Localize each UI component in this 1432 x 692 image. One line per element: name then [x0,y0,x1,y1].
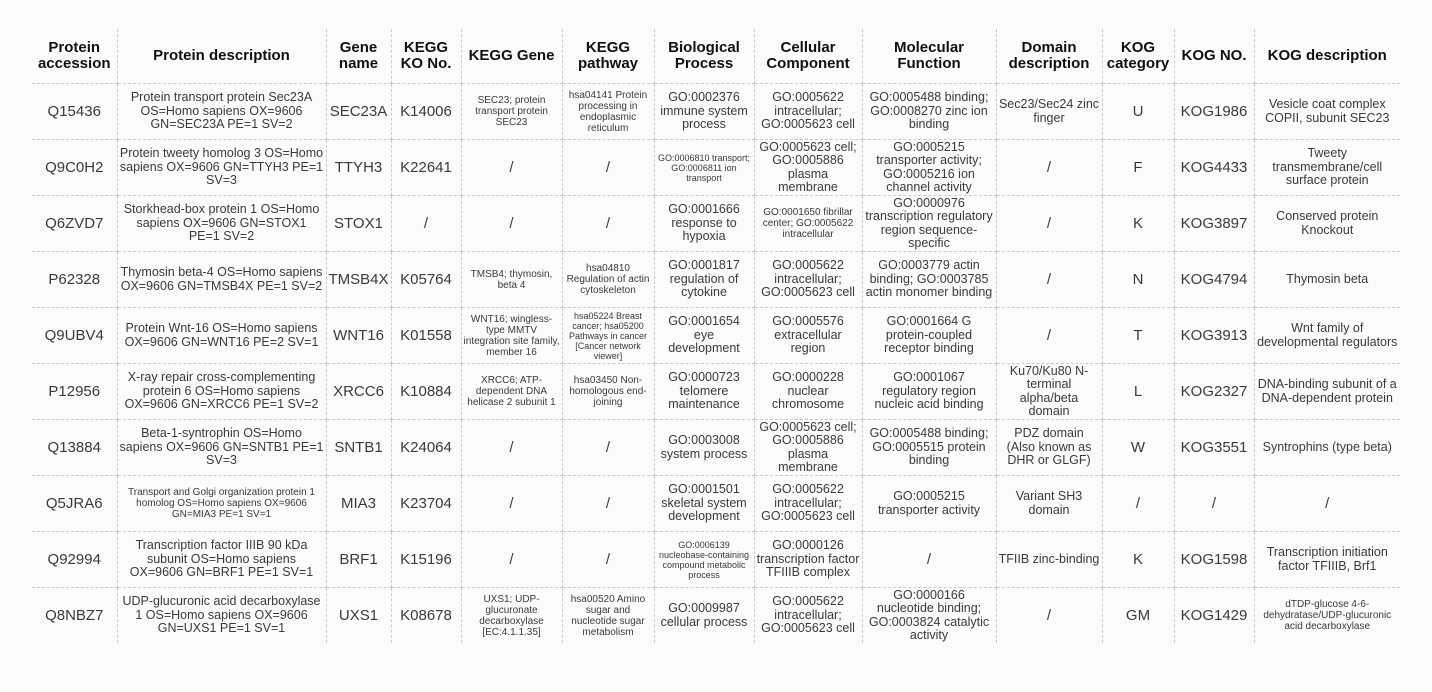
cell-domain-description: / [996,196,1102,252]
cell-biological-process: GO:0009987 cellular process [654,588,754,644]
cell-domain-description: Sec23/Sec24 zinc finger [996,84,1102,140]
cell-kog-no: KOG1986 [1174,84,1254,140]
cell-molecular-function: GO:0005215 transporter activity; GO:0005216 ion channel activity [862,140,996,196]
cell-protein-description: Transcription factor IIIB 90 kDa subunit OS=Homo sapiens OX=9606 GN=BRF1 PE=1 SV=1 [117,532,326,588]
cell-molecular-function: GO:0001067 regulatory region nucleic acid binding [862,364,996,420]
cell-gene-name: XRCC6 [326,364,391,420]
header-kog-description: KOG description [1254,29,1400,84]
header-kegg-pathway: KEGG pathway [562,29,654,84]
cell-biological-process: GO:0001501 skeletal system development [654,476,754,532]
header-cellular-component: Cellular Component [754,29,862,84]
table-row [32,588,1400,644]
header-kegg-ko-no: KEGG KO No. [391,29,461,84]
cell-accession: P62328 [32,252,117,308]
cell-cellular-component: GO:0005622 intracellular; GO:0005623 cell [754,84,862,140]
cell-kegg-gene: / [461,140,562,196]
table-row [32,196,1400,252]
cell-biological-process: GO:0003008 system process [654,420,754,476]
table-row [32,420,1400,476]
cell-biological-process: GO:0002376 immune system process [654,84,754,140]
cell-gene-name: WNT16 [326,308,391,364]
cell-kog-description: DNA-binding subunit of a DNA-dependent protein [1254,364,1400,420]
cell-domain-description: / [996,588,1102,644]
cell-molecular-function: GO:0000166 nucleotide binding; GO:0003824 catalytic activity [862,588,996,644]
cell-protein-description: Thymosin beta-4 OS=Homo sapiens OX=9606 GN=TMSB4X PE=1 SV=2 [117,252,326,308]
cell-gene-name: MIA3 [326,476,391,532]
cell-kog-no: KOG2327 [1174,364,1254,420]
cell-cellular-component: GO:0005622 intracellular; GO:0005623 cell [754,588,862,644]
cell-protein-description: Beta-1-syntrophin OS=Homo sapiens OX=9606 GN=SNTB1 PE=1 SV=3 [117,420,326,476]
cell-kegg-pathway: hsa04810 Regulation of actin cytoskeleton [562,252,654,308]
cell-kog-description: Syntrophins (type beta) [1254,420,1400,476]
cell-gene-name: TMSB4X [326,252,391,308]
cell-biological-process: GO:0001666 response to hypoxia [654,196,754,252]
cell-kegg-ko: K22641 [391,140,461,196]
cell-kegg-ko: K24064 [391,420,461,476]
cell-protein-description: Transport and Golgi organization protein 1 homolog OS=Homo sapiens OX=9606 GN=MIA3 PE=1 SV=1 [117,476,326,532]
cell-kegg-ko: / [391,196,461,252]
cell-kegg-gene: WNT16; wingless-type MMTV integration site family, member 16 [461,308,562,364]
cell-cellular-component: GO:0001650 fibrillar center; GO:0005622 intracellular [754,196,862,252]
cell-kog-no: / [1174,476,1254,532]
header-protein-accession: Protein accession [32,29,117,84]
cell-kog-no: KOG3897 [1174,196,1254,252]
cell-domain-description: PDZ domain (Also known as DHR or GLGF) [996,420,1102,476]
cell-accession: Q9C0H2 [32,140,117,196]
cell-cellular-component: GO:0000126 transcription factor TFIIIB complex [754,532,862,588]
cell-domain-description: Variant SH3 domain [996,476,1102,532]
cell-biological-process: GO:0001654 eye development [654,308,754,364]
cell-cellular-component: GO:0005576 extracellular region [754,308,862,364]
cell-protein-description: UDP-glucuronic acid decarboxylase 1 OS=Homo sapiens OX=9606 GN=UXS1 PE=1 SV=1 [117,588,326,644]
cell-molecular-function: / [862,532,996,588]
cell-kog-category: N [1102,252,1174,308]
cell-gene-name: SNTB1 [326,420,391,476]
cell-kegg-gene: / [461,420,562,476]
cell-domain-description: / [996,252,1102,308]
cell-protein-description: Storkhead-box protein 1 OS=Homo sapiens OX=9606 GN=STOX1 PE=1 SV=2 [117,196,326,252]
cell-gene-name: STOX1 [326,196,391,252]
cell-kegg-pathway: hsa00520 Amino sugar and nucleotide sugar metabolism [562,588,654,644]
cell-molecular-function: GO:0005215 transporter activity [862,476,996,532]
cell-cellular-component: GO:0005622 intracellular; GO:0005623 cell [754,252,862,308]
cell-biological-process: GO:0006810 transport; GO:0006811 ion transport [654,140,754,196]
cell-kegg-ko: K15196 [391,532,461,588]
cell-domain-description: TFIIB zinc-binding [996,532,1102,588]
cell-molecular-function: GO:0005488 binding; GO:0008270 zinc ion binding [862,84,996,140]
header-domain-description: Domain description [996,29,1102,84]
cell-cellular-component: GO:0000228 nuclear chromosome [754,364,862,420]
cell-biological-process: GO:0006139 nucleobase-containing compound metabolic process [654,532,754,588]
header-biological-process: Biological Process [654,29,754,84]
cell-kog-description: Conserved protein Knockout [1254,196,1400,252]
cell-cellular-component: GO:0005623 cell; GO:0005886 plasma membrane [754,140,862,196]
cell-cellular-component: GO:0005623 cell; GO:0005886 plasma membrane [754,420,862,476]
cell-kegg-pathway: / [562,420,654,476]
cell-molecular-function: GO:0005488 binding; GO:0005515 protein binding [862,420,996,476]
header-protein-description: Protein description [117,29,326,84]
cell-kegg-pathway: / [562,476,654,532]
table-row [32,140,1400,196]
cell-kegg-gene: TMSB4; thymosin, beta 4 [461,252,562,308]
cell-kog-category: W [1102,420,1174,476]
cell-domain-description: Ku70/Ku80 N-terminal alpha/beta domain [996,364,1102,420]
header-molecular-function: Molecular Function [862,29,996,84]
cell-domain-description: / [996,140,1102,196]
cell-kog-description: dTDP-glucose 4-6-dehydratase/UDP-glucuronic acid decarboxylase [1254,588,1400,644]
cell-kegg-ko: K10884 [391,364,461,420]
cell-kog-no: KOG1429 [1174,588,1254,644]
cell-kog-category: K [1102,532,1174,588]
cell-kog-category: U [1102,84,1174,140]
cell-kog-no: KOG4794 [1174,252,1254,308]
table-row [32,252,1400,308]
cell-accession: P12956 [32,364,117,420]
table-row [32,84,1400,140]
cell-kog-description: Wnt family of developmental regulators [1254,308,1400,364]
cell-kog-category: L [1102,364,1174,420]
cell-accession: Q13884 [32,420,117,476]
cell-kog-category: GM [1102,588,1174,644]
cell-kog-description: Tweety transmembrane/cell surface protein [1254,140,1400,196]
cell-protein-description: Protein tweety homolog 3 OS=Homo sapiens OX=9606 GN=TTYH3 PE=1 SV=3 [117,140,326,196]
cell-kegg-pathway: hsa03450 Non-homologous end-joining [562,364,654,420]
cell-protein-description: X-ray repair cross-complementing protein 6 OS=Homo sapiens OX=9606 GN=XRCC6 PE=1 SV=2 [117,364,326,420]
cell-kog-no: KOG3913 [1174,308,1254,364]
cell-accession: Q92994 [32,532,117,588]
cell-kog-category: T [1102,308,1174,364]
cell-kegg-ko: K05764 [391,252,461,308]
cell-accession: Q6ZVD7 [32,196,117,252]
cell-gene-name: SEC23A [326,84,391,140]
cell-kog-no: KOG4433 [1174,140,1254,196]
cell-accession: Q5JRA6 [32,476,117,532]
cell-kegg-pathway: / [562,196,654,252]
cell-molecular-function: GO:0001664 G protein-coupled receptor binding [862,308,996,364]
cell-kegg-pathway: / [562,532,654,588]
cell-molecular-function: GO:0003779 actin binding; GO:0003785 actin monomer binding [862,252,996,308]
cell-cellular-component: GO:0005622 intracellular; GO:0005623 cell [754,476,862,532]
cell-kegg-gene: / [461,196,562,252]
cell-domain-description: / [996,308,1102,364]
header-kog-no: KOG NO. [1174,29,1254,84]
table-row [32,308,1400,364]
cell-kog-category: K [1102,196,1174,252]
cell-accession: Q9UBV4 [32,308,117,364]
cell-kegg-gene: / [461,532,562,588]
table-row [32,532,1400,588]
cell-kegg-gene: SEC23; protein transport protein SEC23 [461,84,562,140]
cell-kegg-pathway: hsa04141 Protein processing in endoplasmic reticulum [562,84,654,140]
cell-kegg-ko: K08678 [391,588,461,644]
header-kog-category: KOG category [1102,29,1174,84]
cell-kog-no: KOG1598 [1174,532,1254,588]
cell-gene-name: TTYH3 [326,140,391,196]
cell-kog-category: / [1102,476,1174,532]
cell-kegg-pathway: / [562,140,654,196]
cell-protein-description: Protein transport protein Sec23A OS=Homo sapiens OX=9606 GN=SEC23A PE=1 SV=2 [117,84,326,140]
cell-molecular-function: GO:0000976 transcription regulatory region sequence-specific [862,196,996,252]
cell-kegg-ko: K01558 [391,308,461,364]
table-container [32,29,1400,643]
protein-annotation-table [32,29,1400,643]
table-row [32,364,1400,420]
cell-kegg-ko: K14006 [391,84,461,140]
cell-kegg-ko: K23704 [391,476,461,532]
cell-gene-name: UXS1 [326,588,391,644]
cell-accession: Q8NBZ7 [32,588,117,644]
cell-biological-process: GO:0001817 regulation of cytokine [654,252,754,308]
cell-gene-name: BRF1 [326,532,391,588]
cell-kog-description: Vesicle coat complex COPII, subunit SEC23 [1254,84,1400,140]
table-row [32,476,1400,532]
cell-kegg-gene: UXS1; UDP-glucuronate decarboxylase [EC:4.1.1.35] [461,588,562,644]
cell-kog-description: Transcription initiation factor TFIIIB, Brf1 [1254,532,1400,588]
cell-kegg-gene: / [461,476,562,532]
cell-biological-process: GO:0000723 telomere maintenance [654,364,754,420]
cell-protein-description: Protein Wnt-16 OS=Homo sapiens OX=9606 GN=WNT16 PE=2 SV=1 [117,308,326,364]
cell-kog-category: F [1102,140,1174,196]
cell-kog-description: / [1254,476,1400,532]
header-kegg-gene: KEGG Gene [461,29,562,84]
cell-kog-description: Thymosin beta [1254,252,1400,308]
header-gene-name: Gene name [326,29,391,84]
cell-kegg-pathway: hsa05224 Breast cancer; hsa05200 Pathways in cancer [Cancer network viewer] [562,308,654,364]
header-row [32,29,1400,84]
cell-kegg-gene: XRCC6; ATP-dependent DNA helicase 2 subunit 1 [461,364,562,420]
cell-kog-no: KOG3551 [1174,420,1254,476]
cell-accession: Q15436 [32,84,117,140]
